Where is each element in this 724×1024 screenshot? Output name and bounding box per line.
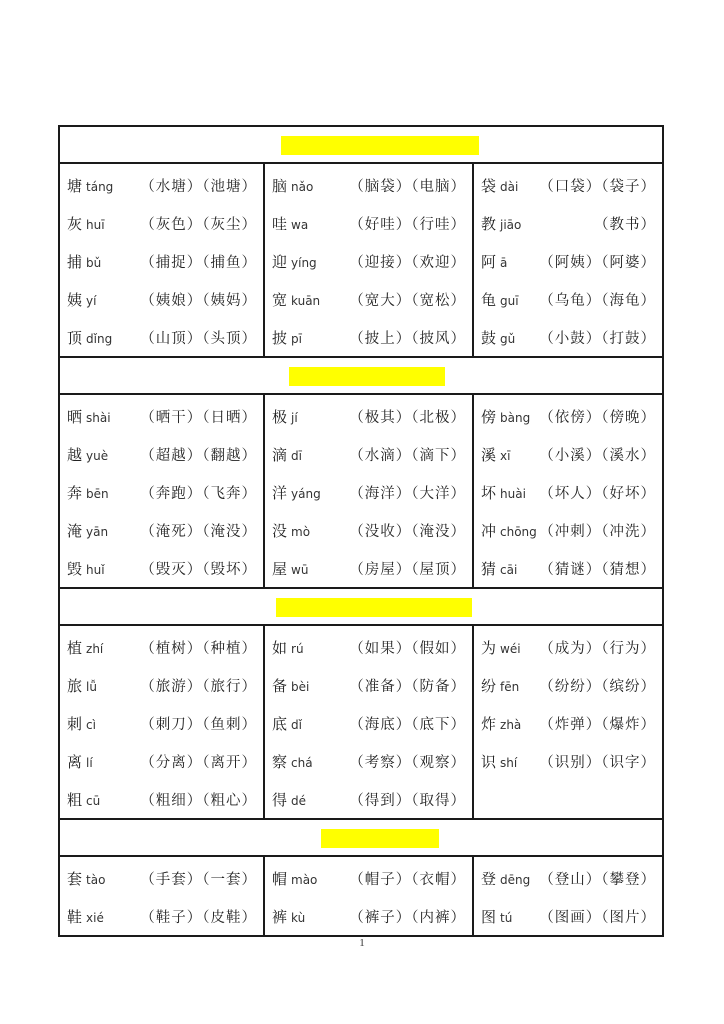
word-entry [265,435,472,473]
pinyin: dǐ [291,718,302,732]
character: 晒 [67,407,83,426]
character: 阿 [481,252,497,271]
pinyin: nǎo [291,180,314,194]
example-words: （手套）（一套） [140,871,257,888]
example-words: （淹死）（淹没） [140,523,257,540]
example-words: （山顶）（头顶） [140,330,257,347]
example-words: （如果）（假如） [349,640,466,657]
word-entry [474,742,662,780]
example-words: （猜谜）（猜想） [539,561,656,578]
character: 离 [67,752,83,771]
word-entry [265,859,472,897]
word-column [60,164,263,356]
example-words: （冲刺）（冲洗） [539,523,656,540]
word-entry [474,628,662,666]
character: 图 [481,907,497,926]
example-words: （披上）（披风） [349,330,466,347]
word-column [60,857,263,935]
word-entry [265,318,472,356]
word-entry [60,628,263,666]
example-words: （捕捉）（捕鱼） [140,254,257,271]
pinyin: huài [500,487,526,501]
word-entry [60,859,263,897]
word-entry [474,859,662,897]
word-entry [474,897,662,935]
example-words: （帽子）（衣帽） [349,871,466,888]
word-column [472,857,662,935]
example-words: （海底）（底下） [349,716,466,733]
pinyin: cì [86,718,96,732]
word-entry [474,473,662,511]
character: 裤 [272,907,288,926]
pinyin: kuān [291,294,321,308]
word-entry [60,511,263,549]
pinyin: bēn [86,487,109,501]
character: 为 [481,638,497,657]
pinyin: tào [86,873,106,887]
word-entry [265,704,472,742]
pinyin: gǔ [500,332,516,346]
pinyin: yí [86,294,97,308]
example-words: （灰色）（灰尘） [140,216,257,233]
character: 帽 [272,869,288,888]
character: 极 [272,407,288,426]
word-entry [474,204,662,242]
character: 没 [272,521,288,540]
character: 教 [481,214,497,233]
pinyin: bèi [291,680,310,694]
character: 顶 [67,328,83,347]
example-words: （刺刀）（鱼刺） [140,716,257,733]
example-words: （迎接）（欢迎） [349,254,466,271]
word-entry [474,780,662,818]
word-entry [474,166,662,204]
character: 龟 [481,290,497,309]
example-words: （小鼓）（打鼓） [539,330,656,347]
word-entry [60,666,263,704]
character: 塘 [67,176,83,195]
example-words: （分离）（离开） [140,754,257,771]
page-number: 1 [359,937,365,949]
word-entry [265,242,472,280]
example-words: （鞋子）（皮鞋） [140,909,257,926]
character: 淹 [67,521,83,540]
section-title-highlight [281,136,479,155]
example-words: （极其）（北极） [349,409,466,426]
example-words: （好哇）（行哇） [349,216,466,233]
character: 洋 [272,483,288,502]
character: 灰 [67,214,83,233]
pinyin: dé [291,794,307,808]
pinyin: cāi [500,563,518,577]
pinyin: xié [86,911,104,925]
character: 刺 [67,714,83,733]
word-entry [474,511,662,549]
word-column [60,626,263,818]
word-entry [60,780,263,818]
character: 登 [481,869,497,888]
example-words: （水塘）（池塘） [140,178,257,195]
section-header [60,358,662,395]
pinyin: rú [291,642,304,656]
pinyin: zhà [500,718,522,732]
example-words: （毁灭）（毁坏） [140,561,257,578]
word-entry [60,704,263,742]
character: 套 [67,869,83,888]
character: 滴 [272,445,288,464]
word-entry [60,435,263,473]
character: 奔 [67,483,83,502]
word-entry [474,435,662,473]
pinyin: shí [500,756,518,770]
section-title-highlight [289,367,445,386]
vocabulary-table [58,125,664,937]
example-words: （宽大）（宽松） [349,292,466,309]
word-entry [60,897,263,935]
example-words: （纷纷）（缤纷） [539,678,656,695]
example-words: （得到）（取得） [349,792,466,809]
word-entry [474,280,662,318]
example-words: （乌龟）（海龟） [539,292,656,309]
example-words: （裤子）（内裤） [349,909,466,926]
pinyin: zhí [86,642,104,656]
example-words: （教书） [594,216,656,233]
pinyin: dài [500,180,519,194]
word-entry [265,666,472,704]
pinyin: yuè [86,449,109,463]
pinyin: shài [86,411,111,425]
word-entry [60,549,263,587]
word-entry [474,242,662,280]
pinyin: pī [291,332,302,346]
pinyin: wū [291,563,309,577]
pinyin: bàng [500,411,531,425]
word-entry [60,473,263,511]
character: 袋 [481,176,497,195]
example-words: （炸弹）（爆炸） [539,716,656,733]
word-entry [474,549,662,587]
pinyin: cū [86,794,101,808]
pinyin: jiāo [500,218,522,232]
pinyin: dǐng [86,332,113,346]
example-words: （依傍）（傍晚） [539,409,656,426]
example-words: （准备）（防备） [349,678,466,695]
section-header [60,589,662,626]
character: 如 [272,638,288,657]
example-words: （阿姨）（阿婆） [539,254,656,271]
section-header [60,127,662,164]
pinyin: xī [500,449,511,463]
example-words: （成为）（行为） [539,640,656,657]
character: 脑 [272,176,288,195]
word-entry [265,280,472,318]
pinyin: bǔ [86,256,102,270]
example-words: （水滴）（滴下） [349,447,466,464]
example-words: （口袋）（袋子） [539,178,656,195]
example-words: （粗细）（粗心） [140,792,257,809]
character: 纷 [481,676,497,695]
word-entry [474,704,662,742]
pinyin: huī [86,218,105,232]
word-entry [474,397,662,435]
character: 鼓 [481,328,497,347]
character: 傍 [481,407,497,426]
character: 宽 [272,290,288,309]
character: 炸 [481,714,497,733]
word-entry [265,549,472,587]
section-body [60,857,662,935]
pinyin: yáng [291,487,321,501]
example-words: （旅游）（旅行） [140,678,257,695]
pinyin: dī [291,449,302,463]
character: 冲 [481,521,497,540]
character: 坏 [481,483,497,502]
character: 备 [272,676,288,695]
word-column [472,164,662,356]
example-words: （坏人）（好坏） [539,485,656,502]
character: 得 [272,790,288,809]
example-words: （姨娘）（姨妈） [140,292,257,309]
character: 越 [67,445,83,464]
character: 植 [67,638,83,657]
section-title-highlight [321,829,439,848]
word-entry [60,280,263,318]
example-words: （登山）（攀登） [539,871,656,888]
section-title-highlight [276,598,472,617]
example-words: （超越）（翻越） [140,447,257,464]
word-column [472,626,662,818]
character: 察 [272,752,288,771]
example-words: （小溪）（溪水） [539,447,656,464]
word-entry [60,742,263,780]
character: 毁 [67,559,83,578]
example-words: （海洋）（大洋） [349,485,466,502]
pinyin: táng [86,180,114,194]
word-entry [60,166,263,204]
section-body [60,164,662,358]
word-entry [265,397,472,435]
character: 旅 [67,676,83,695]
example-words: （没收）（淹没） [349,523,466,540]
pinyin: tú [500,911,513,925]
character: 迎 [272,252,288,271]
word-entry [60,204,263,242]
character: 溪 [481,445,497,464]
pinyin: yān [86,525,109,539]
word-entry [265,473,472,511]
section-body [60,626,662,820]
word-entry [265,780,472,818]
character: 猜 [481,559,497,578]
pinyin: chōng [500,525,537,539]
word-entry [265,204,472,242]
pinyin: jí [291,411,298,425]
example-words: （考察）（观察） [349,754,466,771]
word-entry [60,318,263,356]
pinyin: huǐ [86,563,105,577]
pinyin: chá [291,756,313,770]
character: 粗 [67,790,83,809]
word-column [263,164,472,356]
pinyin: guī [500,294,519,308]
example-words: （脑袋）（电脑） [349,178,466,195]
pinyin: mào [291,873,318,887]
word-entry [60,242,263,280]
word-column [263,395,472,587]
pinyin: wéi [500,642,521,656]
example-words: （植树）（种植） [140,640,257,657]
word-entry [265,166,472,204]
example-words: （房屋）（屋顶） [349,561,466,578]
section-header [60,820,662,857]
character: 屋 [272,559,288,578]
word-entry [60,397,263,435]
character: 捕 [67,252,83,271]
pinyin: fēn [500,680,520,694]
character: 披 [272,328,288,347]
character: 底 [272,714,288,733]
word-column [472,395,662,587]
character: 识 [481,752,497,771]
pinyin: kù [291,911,306,925]
word-entry [265,511,472,549]
character: 哇 [272,214,288,233]
section-body [60,395,662,589]
character: 姨 [67,290,83,309]
word-entry [265,628,472,666]
word-entry [474,666,662,704]
word-column [60,395,263,587]
word-entry [265,897,472,935]
example-words: （图画）（图片） [539,909,656,926]
pinyin: wa [291,218,309,232]
character: 鞋 [67,907,83,926]
word-column [263,857,472,935]
pinyin: dēng [500,873,531,887]
example-words: （晒干）（日晒） [140,409,257,426]
pinyin: ā [500,256,508,270]
pinyin: mò [291,525,311,539]
pinyin: yíng [291,256,317,270]
pinyin: lǚ [86,680,97,694]
word-entry [265,742,472,780]
pinyin: lí [86,756,93,770]
example-words: （奔跑）（飞奔） [140,485,257,502]
word-column [263,626,472,818]
example-words: （识别）（识字） [539,754,656,771]
word-entry [474,318,662,356]
